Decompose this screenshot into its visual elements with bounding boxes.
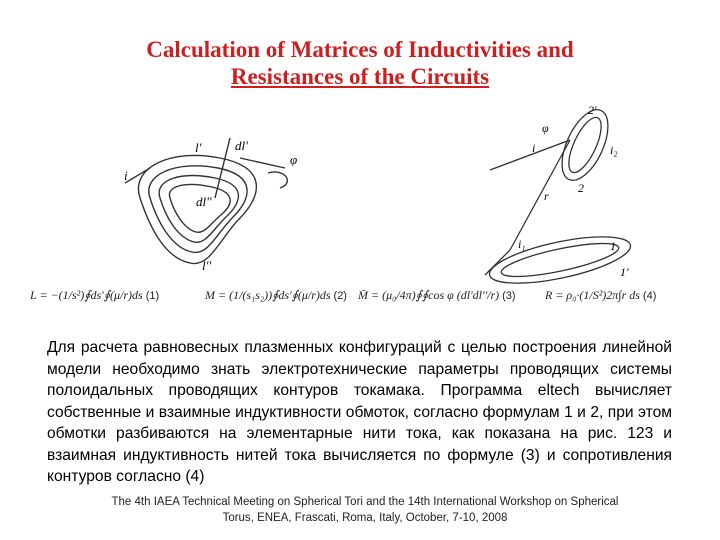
footer-line-2: Torus, ENEA, Frascati, Roma, Italy, October, 7-10, 2008 [222, 512, 508, 524]
fig-right-label-i2: i₂ [610, 143, 618, 157]
formula-3-number: (3) [502, 290, 516, 302]
fig-right-label-2prime: 2' [588, 103, 597, 117]
fig-right-label-phi: φ [542, 121, 549, 135]
fig-right-label-i1: i₁ [518, 237, 526, 251]
fig-left-label-l2: l'' [202, 258, 212, 273]
title-line-2: Resistances of the Circuits [230, 64, 490, 89]
fig-left-label-dl1: dl' [235, 138, 248, 153]
formula-2 [205, 288, 347, 328]
fig-left-label-phi: φ [290, 152, 298, 167]
fig-right-label-r: r [544, 189, 549, 203]
figure-two-coils [470, 100, 650, 295]
formula-4 [545, 288, 656, 328]
body-paragraph: Для расчета равновесных плазменных конфигураций с целью построения линейной модели необходимо знать электротехнические параметры проводящих системы полоидальных проводящих контуров токамака. Программа eltech вычисляет собственные и взаимные индуктивности обмоток, согласно формулам 1 и 2, при этом обмотки разбиваются на элементарные нити тока, как показана на рис. 123 и взаимная индуктивность нитей тока вычисляется по формуле (3) и сопротивления контуров согласно (4) [47, 339, 672, 485]
fig-left-label-l1: l' [195, 140, 202, 155]
formula-1-expr: L = −(1/s²)∮ds'∮(μ/r)ds [30, 288, 143, 302]
page-title [0, 36, 720, 90]
fig-left-label-dl2: dl'' [196, 194, 212, 209]
formula-1-number: (1) [145, 290, 160, 302]
fig-right-label-2: 2 [578, 181, 584, 195]
fig-right-label-i: i [532, 141, 536, 155]
footer [40, 494, 690, 526]
formula-2-number: (2) [333, 290, 347, 302]
formula-3-expr: M̄ = (μ₀/4π)∮∮cos φ (dl'dl''/r) [358, 288, 500, 302]
formula-4-expr: R = ρ₀·(1/S²)2π∫r ds [545, 288, 640, 302]
formula-3 [358, 288, 516, 328]
formula-2-expr: M = (1/(s₁s₂))∮ds'∮(μ/r)ds [205, 288, 331, 302]
fig-left-label-i: i [124, 168, 128, 183]
figure-current-loops [110, 128, 350, 278]
formula-1 [30, 288, 159, 328]
formula-4-number: (4) [642, 290, 657, 302]
fig-right-label-1prime: 1' [620, 265, 629, 279]
fig-right-label-1: 1 [610, 239, 616, 253]
title-line-1: Calculation of Matrices of Inductivities and [146, 37, 574, 62]
footer-line-1: The 4th IAEA Technical Meeting on Spherical Tori and the 14th International Workshop on Spherical [111, 496, 619, 508]
